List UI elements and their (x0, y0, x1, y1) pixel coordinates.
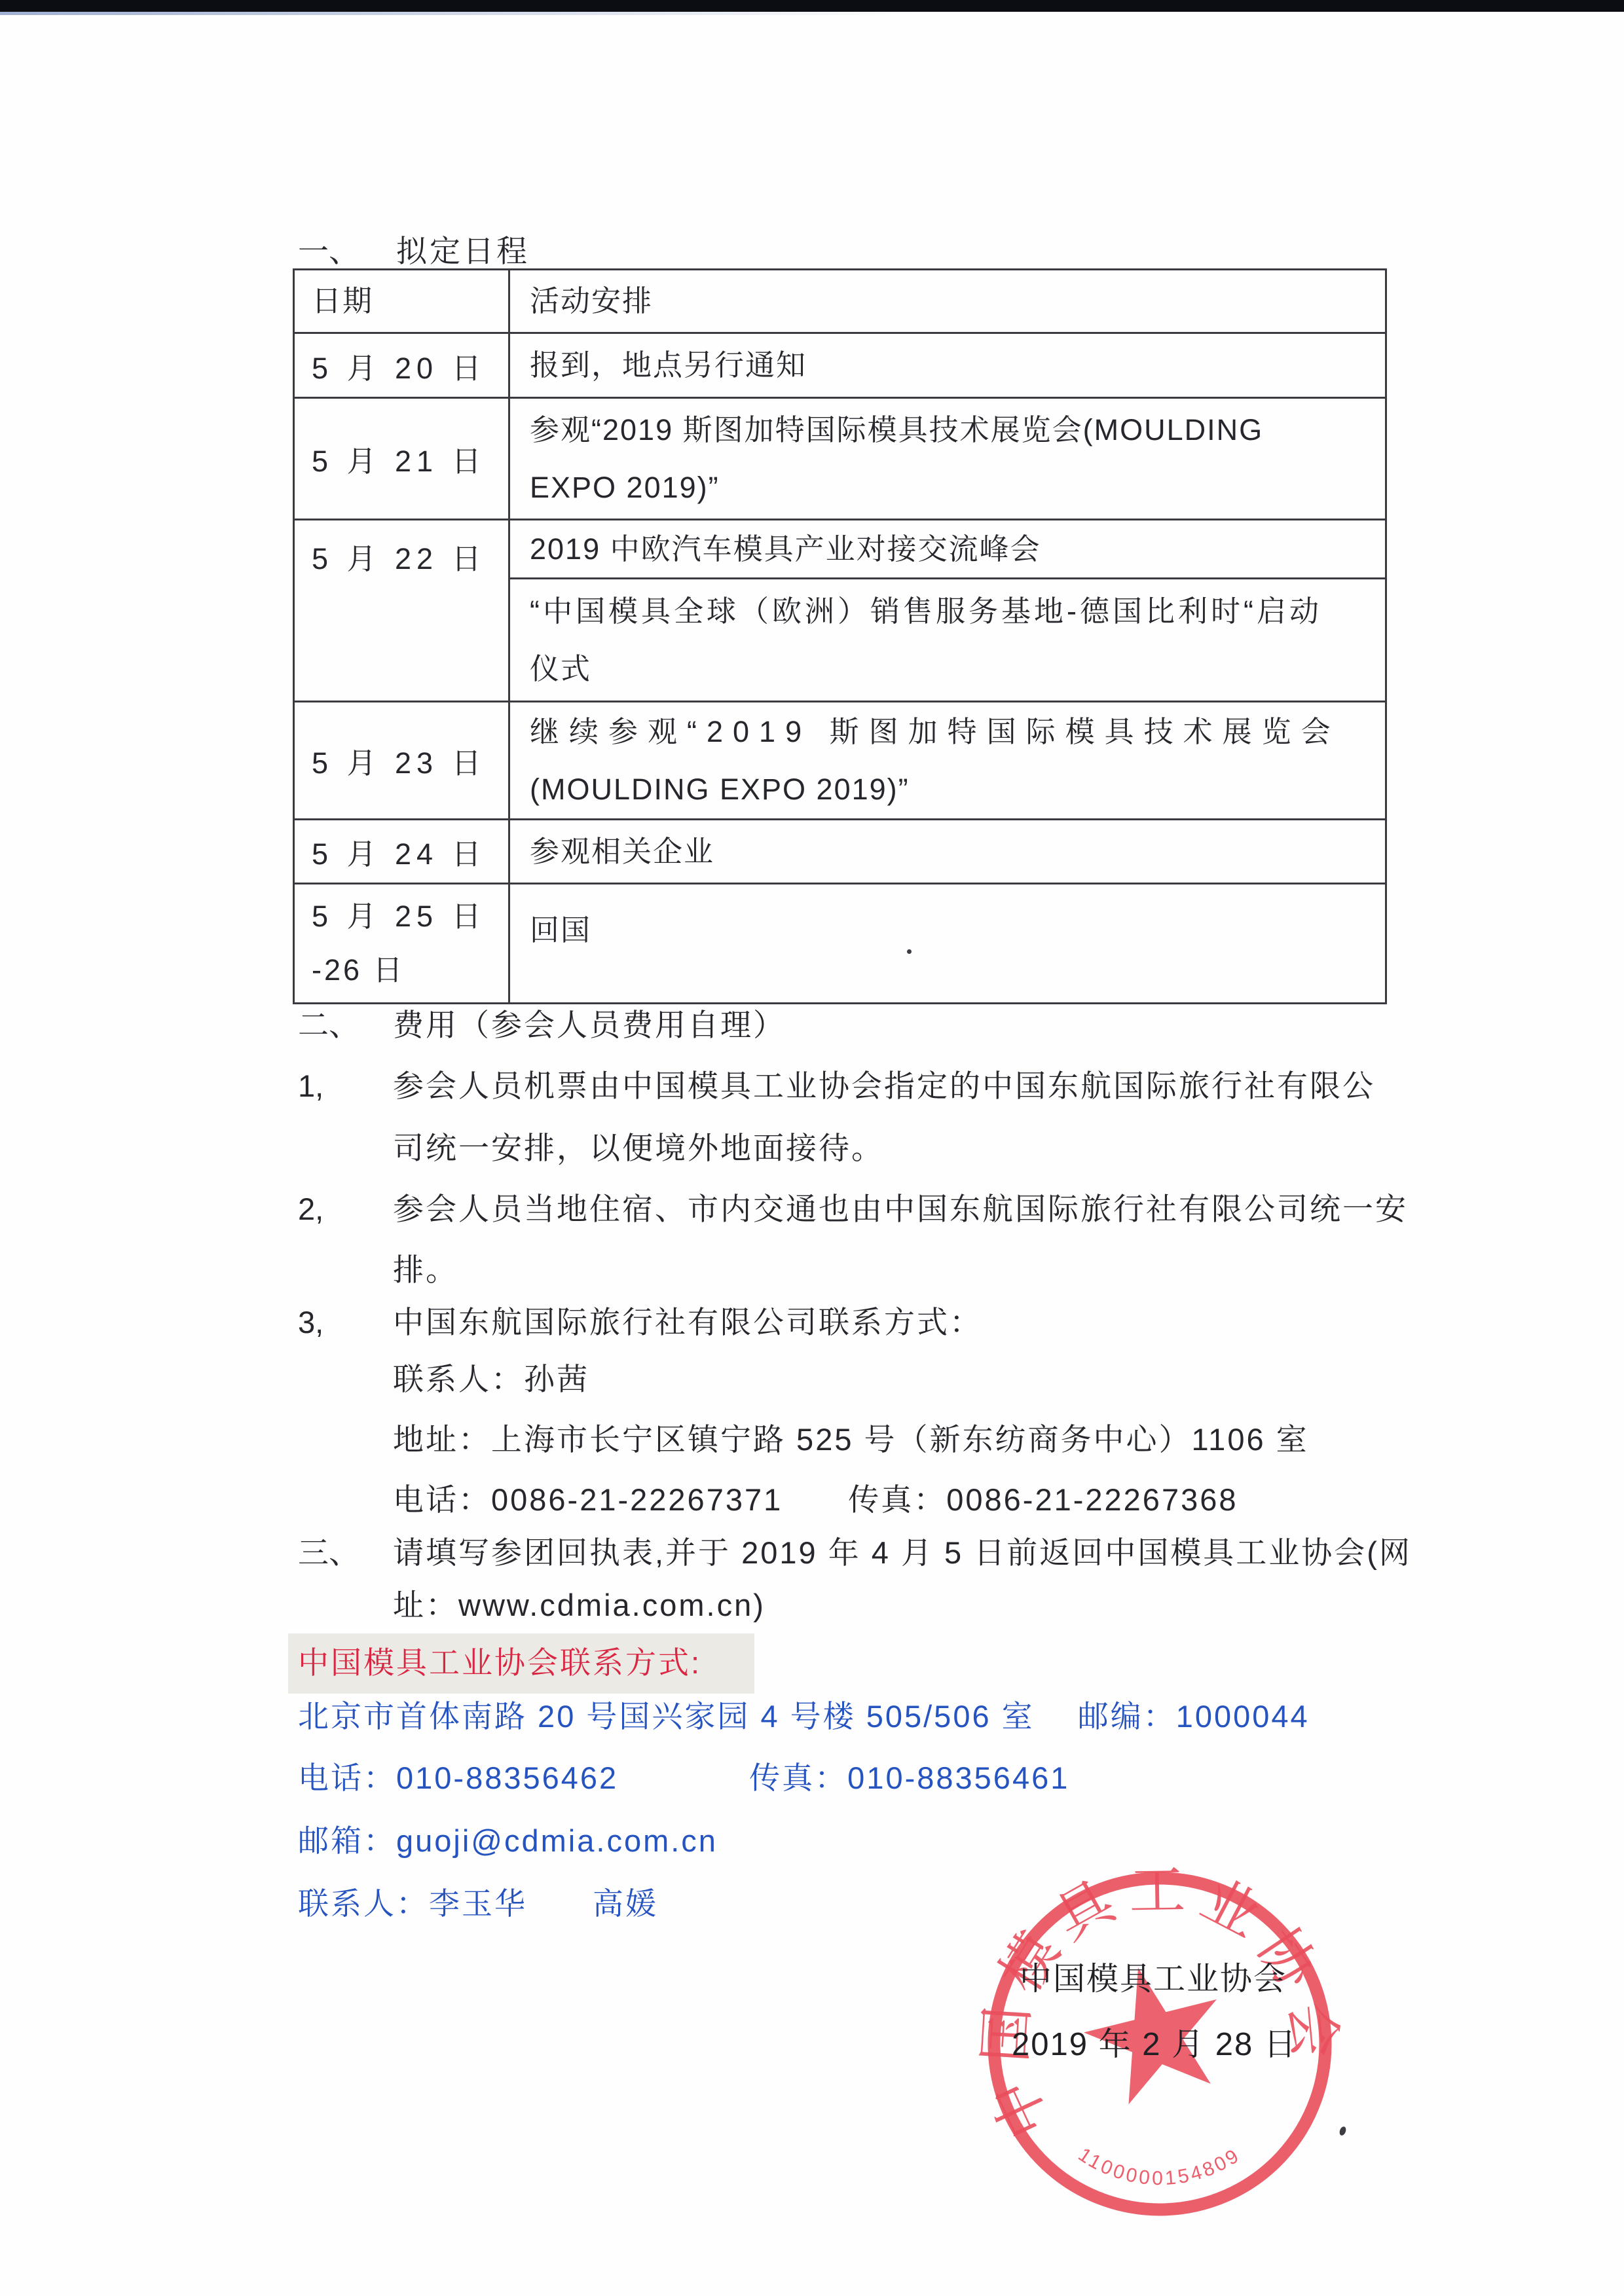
item3-marker: 3, (298, 1305, 324, 1339)
table-row (295, 397, 1385, 519)
seal-arc-text: 中国模具工业协会 (973, 1859, 1346, 2148)
table-header-row (295, 270, 1385, 332)
row-date-line1: 5 月 25 日 (312, 900, 487, 933)
scan-edge-band (0, 0, 1624, 12)
row-activity-line1: 继续参观“2019 斯图加特国际模具技术展览会 (530, 714, 1340, 748)
item2-line1: 参会人员当地住宿、市内交通也由中国东航国际旅行社有限公司统一安 (393, 1192, 1408, 1226)
cdmia-address: 北京市首体南路 20 号国兴家园 4 号楼 505/506 室 邮编：1000044 (298, 1699, 1310, 1734)
cdmia-contacts: 联系人：李玉华 高媛 (298, 1886, 658, 1921)
row-date-line2: -26 日 (312, 953, 405, 987)
header-date-label: 日期 (312, 284, 374, 318)
row-activity-sub (510, 577, 1385, 701)
section3-marker: 三、 (298, 1535, 360, 1570)
header-cell-date (295, 270, 510, 332)
row-activity-line2: (MOULDING EXPO 2019)” (530, 772, 910, 806)
row-date: 5 月 20 日 (312, 351, 487, 385)
scan-edge-glow (0, 12, 917, 15)
item1-line2: 司统一安排，以便境外地面接待。 (393, 1131, 884, 1165)
section2-title: 费用（参会人员费用自理） (393, 1008, 786, 1042)
header-activity-label: 活动安排 (530, 284, 654, 318)
section3-line2: 址：www.cdmia.com.cn) (393, 1588, 766, 1622)
item2-marker: 2, (298, 1192, 324, 1226)
table-row (295, 701, 1385, 818)
table-row (295, 332, 1385, 397)
signature-date: 2019 年 2 月 28 日 (1012, 2027, 1297, 2062)
row-date: 5 月 22 日 (312, 542, 487, 575)
signature-org: 中国模具工业协会 (1020, 1961, 1287, 1997)
row-activity-sub-line1: “中国模具全球（欧洲）销售服务基地-德国比利时“启动 (530, 594, 1322, 628)
cdmia-email: 邮箱：guoji@cdmia.com.cn (298, 1823, 718, 1858)
travel-agency-contact-name: 联系人：孙茜 (393, 1362, 589, 1396)
table-row (295, 883, 1385, 1002)
row-activity-main: 2019 中欧汽车模具产业对接交流峰会 (530, 532, 1041, 566)
section3-line1: 请填写参团回执表,并于 2019 年 4 月 5 日前返回中国模具工业协会(网 (393, 1535, 1412, 1570)
row-activity-line1: 参观“2019 斯图加特国际模具技术展览会(MOULDING (530, 412, 1264, 446)
row-date: 5 月 21 日 (312, 445, 487, 478)
item2-line2: 排。 (393, 1252, 458, 1287)
schedule-table (293, 268, 1387, 1004)
travel-agency-phone-fax: 电话：0086-21-22267371 传真：0086-21-22267368 (393, 1482, 1238, 1517)
section2-marker: 二、 (298, 1008, 360, 1042)
section1-marker: 一、 (298, 234, 360, 268)
cdmia-contact-heading: 中国模具工业协会联系方式: (298, 1645, 702, 1680)
seal-serial-number: 1100000154809 (1074, 2143, 1243, 2190)
header-cell-activity (510, 270, 1385, 332)
item3-line1: 中国东航国际旅行社有限公司联系方式： (393, 1305, 982, 1339)
cdmia-phone-fax: 电话：010-88356462 传真：010-88356461 (298, 1760, 1070, 1795)
section1-heading (298, 227, 530, 271)
row-activity: 参观相关企业 (530, 834, 715, 868)
row-date: 5 月 23 日 (312, 746, 487, 780)
item1-marker: 1, (298, 1068, 324, 1103)
table-row (295, 818, 1385, 883)
item1-line1: 参会人员机票由中国模具工业协会指定的中国东航国际旅行社有限公 (393, 1068, 1375, 1103)
table-row (295, 519, 1385, 701)
travel-agency-address: 地址：上海市长宁区镇宁路 525 号（新东纺商务中心）1106 室 (393, 1422, 1309, 1457)
scan-speck (907, 949, 912, 954)
row-date: 5 月 24 日 (312, 837, 487, 871)
section1-title: 拟定日程 (396, 234, 530, 268)
row-activity: 报到，地点另行通知 (530, 348, 807, 382)
row-activity-sub-line2: 仪式 (530, 651, 592, 685)
row-activity-line2: EXPO 2019)” (530, 470, 720, 504)
row-activity: 回国 (530, 913, 592, 947)
